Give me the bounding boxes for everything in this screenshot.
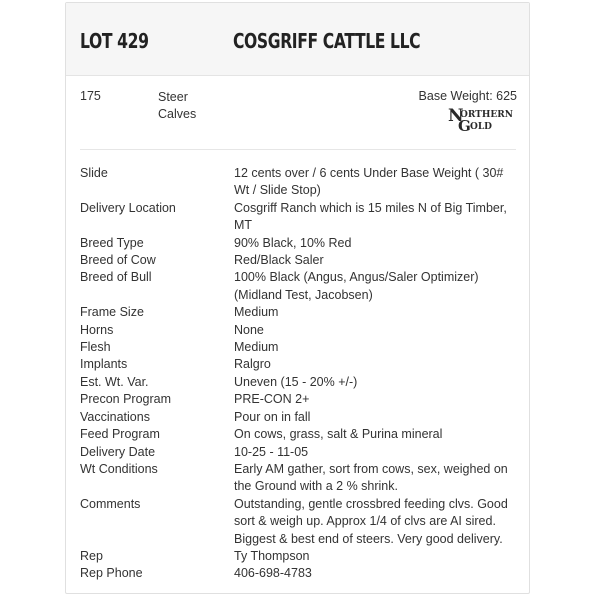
detail-row bbox=[80, 496, 520, 548]
detail-row bbox=[80, 252, 520, 269]
detail-row bbox=[80, 269, 520, 304]
detail-label: Flesh bbox=[80, 340, 111, 355]
detail-label: Vaccinations bbox=[80, 409, 150, 424]
lot-details bbox=[80, 165, 520, 583]
detail-value: Cosgriff Ranch which is 15 miles N of Big Timber, MT bbox=[234, 200, 507, 233]
detail-value: Ralgro bbox=[234, 357, 271, 372]
detail-value: 100% Black (Angus, Angus/Saler Optimizer) (Midland Test, Jacobsen) bbox=[234, 270, 479, 302]
detail-row bbox=[80, 304, 520, 321]
detail-label: Comments bbox=[80, 496, 141, 511]
detail-value: None bbox=[234, 322, 264, 337]
detail-value: Ty Thompson bbox=[234, 548, 310, 563]
detail-label: Precon Program bbox=[80, 392, 172, 407]
detail-value: PRE-CON 2+ bbox=[234, 392, 310, 407]
cattle-kind-line-2: Calves bbox=[158, 107, 197, 121]
lot-header bbox=[66, 3, 529, 76]
logo-text-line-1: ORTHERN bbox=[460, 110, 513, 120]
detail-label: Breed of Bull bbox=[80, 270, 152, 285]
detail-label: Breed Type bbox=[80, 235, 144, 250]
detail-row bbox=[80, 461, 520, 496]
detail-label: Slide bbox=[80, 166, 108, 180]
detail-label: Frame Size bbox=[80, 305, 144, 320]
detail-label: Breed of Cow bbox=[80, 253, 156, 268]
logo-text-line-2: OLD bbox=[470, 122, 492, 132]
section-divider bbox=[80, 149, 516, 150]
detail-row bbox=[80, 235, 520, 252]
base-weight: Base Weight: 625 bbox=[418, 89, 517, 103]
lot-number: LOT 429 bbox=[80, 29, 149, 53]
detail-label: Delivery Date bbox=[80, 444, 156, 459]
northern-gold-logo-icon bbox=[448, 106, 520, 132]
detail-row bbox=[80, 426, 520, 443]
detail-value: Outstanding, gentle crossbred feeding clvs. Good sort & weigh up. Approx 1/4 of clvs are AI sired. Biggest & best end of steers. Very good delivery. bbox=[234, 496, 508, 546]
detail-value: Pour on in fall bbox=[234, 409, 311, 424]
detail-label: Feed Program bbox=[80, 427, 160, 442]
detail-row bbox=[80, 391, 520, 408]
detail-value: Uneven (15 - 20% +/-) bbox=[234, 374, 358, 389]
detail-row bbox=[80, 444, 520, 461]
detail-value: Red/Black Saler bbox=[234, 253, 324, 268]
detail-label: Wt Conditions bbox=[80, 461, 158, 476]
detail-row bbox=[80, 356, 520, 373]
lot-summary bbox=[66, 75, 529, 149]
cattle-kind-line-1: Steer bbox=[158, 90, 188, 104]
head-count: 175 bbox=[80, 89, 101, 103]
detail-value: 406-698-4783 bbox=[234, 566, 312, 581]
detail-label: Delivery Location bbox=[80, 200, 176, 215]
detail-row bbox=[80, 339, 520, 356]
detail-row bbox=[80, 374, 520, 391]
detail-row bbox=[80, 200, 520, 235]
detail-label: Rep bbox=[80, 548, 103, 563]
detail-value: 90% Black, 10% Red bbox=[234, 235, 352, 250]
cattle-kind bbox=[158, 89, 196, 123]
logo-letter-g: G bbox=[458, 117, 471, 132]
seller-name: COSGRIFF CATTLE LLC bbox=[233, 29, 421, 53]
detail-label: Implants bbox=[80, 357, 128, 372]
detail-row bbox=[80, 565, 520, 582]
detail-row bbox=[80, 548, 520, 565]
detail-value: 10-25 - 11-05 bbox=[234, 444, 309, 459]
detail-value: 12 cents over / 6 cents Under Base Weight ( 30# Wt / Slide Stop) bbox=[234, 166, 504, 198]
logo-letter-n: N bbox=[448, 106, 464, 126]
detail-label: Est. Wt. Var. bbox=[80, 374, 149, 389]
detail-value: Medium bbox=[234, 340, 279, 355]
detail-row bbox=[80, 165, 520, 200]
detail-value: Medium bbox=[234, 305, 279, 320]
detail-value: On cows, grass, salt & Purina mineral bbox=[234, 427, 443, 442]
detail-label: Rep Phone bbox=[80, 566, 143, 581]
detail-row bbox=[80, 409, 520, 426]
detail-value: Early AM gather, sort from cows, sex, weighed on the Ground with a 2 % shrink. bbox=[234, 461, 508, 494]
detail-row bbox=[80, 322, 520, 339]
detail-label: Horns bbox=[80, 322, 114, 337]
lot-card bbox=[65, 2, 530, 594]
